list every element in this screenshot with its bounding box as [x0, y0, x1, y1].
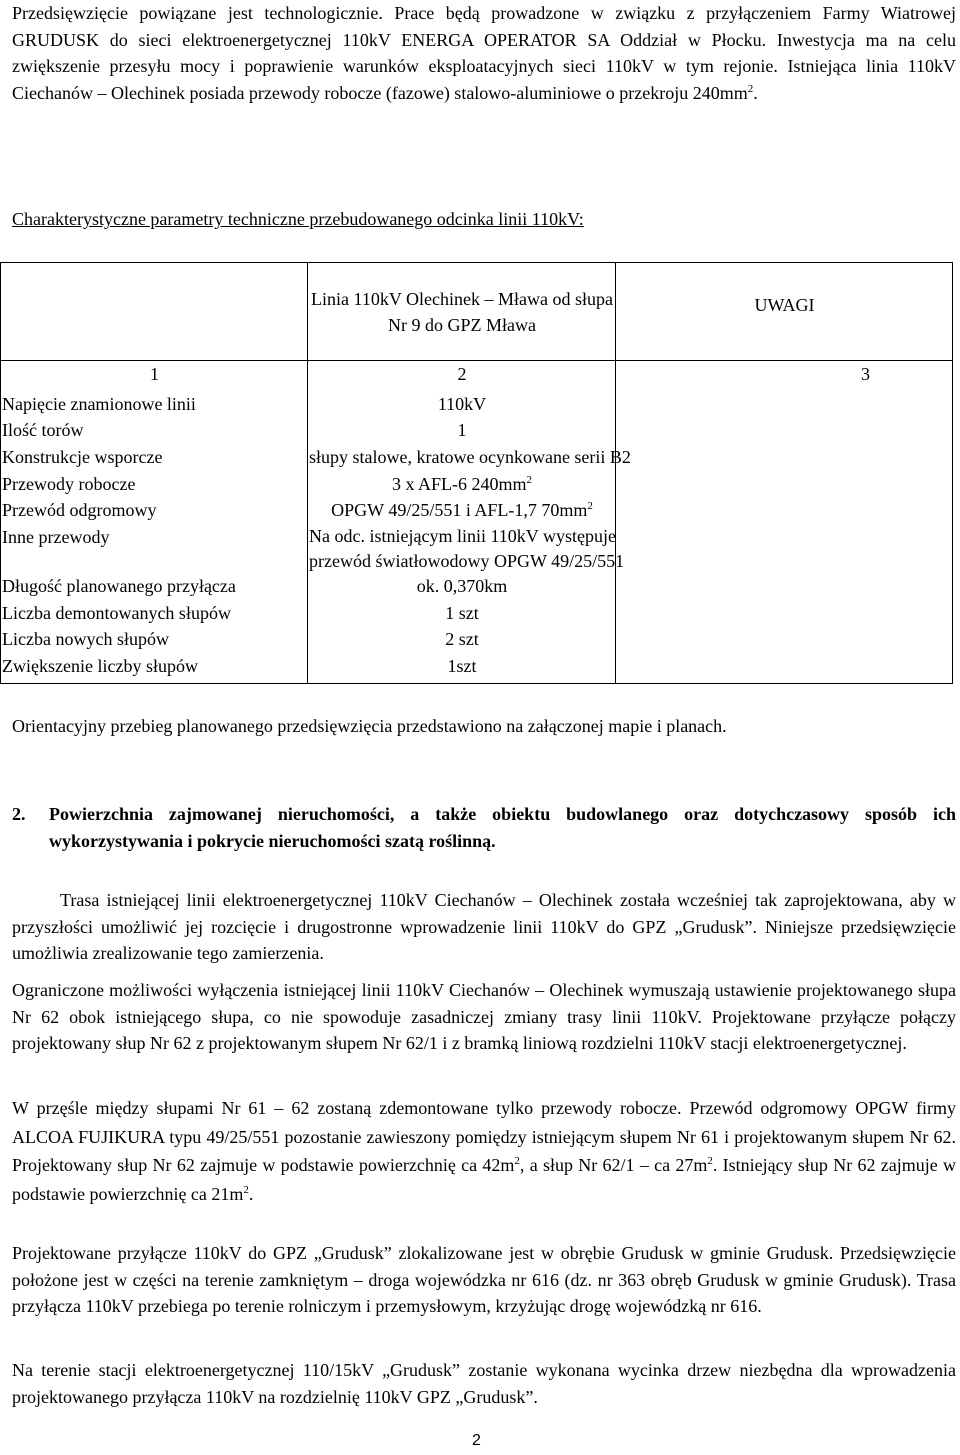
- row-value: 1: [308, 417, 616, 444]
- row-remark: [616, 653, 953, 683]
- row-label: Przewody robocze: [1, 471, 308, 498]
- row-value: [308, 524, 625, 573]
- table-row: [1, 524, 953, 573]
- row-label: Ilość torów: [1, 417, 308, 444]
- table-row: [1, 626, 953, 653]
- row-remark: [616, 600, 953, 627]
- paragraph-1: Trasa istniejącej linii elektroenergetycznej 110kV Ciechanów – Olechinek została wcześniej tak zaprojektowana, aby w przyszłości umożliwić jej rozcięcie i drugostronne wprowadzenie linii 110kV do GPZ „Grudusk”. Niniejsze przedsięwzięcie umożliwia zrealizowanie tego zamierzenia.: [12, 890, 956, 964]
- paragraph-5: Na terenie stacji elektroenergetycznej 110/15kV „Grudusk” zostanie wykonana wycinka drzew niezbędna dla wprowadzenia projektowanego przyłącza 110kV na rozdzielnię 110kV GPZ „Grudusk”.: [12, 1360, 956, 1407]
- table-row: [1, 417, 953, 444]
- column-number-3: 3: [861, 364, 870, 384]
- row-value-line-2: przewód światłowodowy OPGW 49/25/551: [309, 550, 625, 571]
- row-remark: [616, 471, 953, 498]
- header-line-title-1: Linia 110kV Olechinek – Mława od słupa: [311, 288, 613, 309]
- paragraph-3: W przęśle między słupami Nr 61 – 62 zostaną zdemontowane tylko przewody robocze. Przewód odgromowy OPGW firmy ALCOA FUJIKURA typu 49/25/551 pozostanie zawieszony pomiędzy istniejącym słupem Nr 61 i projektowanym słupem Nr 62. Projektowany słup Nr 62 zajmuje w podstawie powierzchnię ca $42m^2$, a słup Nr 62/1 – ca $27m^2$. Istniejący słup Nr 62 zajmuje w podstawie powierzchnię ca $21m^2$.: [12, 1098, 957, 1204]
- header-empty-cell: [1, 263, 308, 361]
- row-label: Długość planowanego przyłącza: [1, 573, 308, 600]
- paragraph-2: Ograniczone możliwości wyłączenia istniejącej linii 110kV Ciechanów – Olechinek wymuszają ustawienie projektowanego słupa Nr 62 obok istniejącego słupa, co nie spowoduje zasadniczej zmiany trasy linii 110kV. Projektowane przyłącze połączy projektowany słup Nr 62 z projektowanym słupem Nr 62/1 i z bramką liniową rozdzielni 110kV stacji elektroenergetycznej.: [12, 980, 956, 1054]
- paragraph-4: Projektowane przyłącze 110kV do GPZ „Grudusk” zlokalizowane jest w obrębie Grudusk w gminie Grudusk. Przedsięwzięcie położone jest w części na terenie zamkniętym – droga wojewódzka nr 616 (dz. nr 363 obręb Grudusk w gminie Grudusk). Trasa przyłącza 110kV przebiega po terenie rolniczym i przemysłowym, krzyżując drogę wojewódzką nr 616.: [12, 1243, 956, 1317]
- table-row: [1, 653, 953, 683]
- row-remark: [616, 444, 953, 471]
- row-remark: [616, 524, 953, 573]
- table-heading: Charakterystyczne parametry techniczne przebudowanego odcinka linii 110kV:: [12, 209, 584, 229]
- table-row: [1, 573, 953, 600]
- row-remark: [616, 573, 953, 600]
- orientation-note: Orientacyjny przebieg planowanego przedsięwzięcia przedstawiono na załączonej mapie i planach.: [12, 716, 727, 736]
- column-number-2: 2: [308, 361, 616, 391]
- section-title: Powierzchnia zajmowanej nieruchomości, a także obiektu budowlanego oraz dotychczasowy sposób ich wykorzystywania i pokrycie nieruchomości szatą roślinną.: [49, 804, 956, 851]
- table-row: [1, 444, 953, 471]
- row-value: 3 x AFL-6 $240mm^2$: [308, 471, 616, 498]
- table-row: [1, 391, 953, 418]
- row-remark: [616, 497, 953, 524]
- section-number: 2.: [12, 804, 26, 824]
- row-label: Napięcie znamionowe linii: [1, 391, 308, 418]
- row-label: Liczba nowych słupów: [1, 626, 308, 653]
- row-value: słupy stalowe, kratowe ocynkowane serii B2: [308, 444, 616, 471]
- row-label: Przewód odgromowy: [1, 497, 308, 524]
- row-label: Liczba demontowanych słupów: [1, 600, 308, 627]
- section-2-heading: [12, 801, 956, 854]
- row-value: ok. 0,370km: [308, 573, 616, 600]
- intro-paragraph: Przedsięwzięcie powiązane jest technologicznie. Prace będą prowadzone w związku z przyłączeniem Farmy Wiatrowej GRUDUSK do sieci elektroenergetycznej 110kV ENERGA OPERATOR SA Oddział w Płocku. Inwestycja ma na celu zwiększenie przesyłu mocy i poprawienie warunków eksploatacyjnych sieci 110kV w tym rejonie. Istniejąca linia 110kV Ciechanów – Olechinek posiada przewody robocze (fazowe) stalowo-aluminiowe o przekroju $240mm^2$.: [12, 3, 956, 104]
- table-row: [1, 471, 953, 498]
- row-remark: [616, 626, 953, 653]
- table-row: [1, 497, 953, 524]
- header-line-title-2: Nr 9 do GPZ Mława: [388, 314, 536, 335]
- column-number-row: [1, 361, 953, 391]
- row-remark: [616, 391, 953, 418]
- table-row: [1, 600, 953, 627]
- row-value-line-1: Na odc. istniejącym linii 110kV występuje: [309, 526, 616, 547]
- header-remarks-cell: UWAGI: [616, 263, 953, 361]
- row-value: 110kV: [308, 391, 616, 418]
- row-value: 1 szt: [308, 600, 616, 627]
- row-remark: [616, 417, 953, 444]
- row-label: Inne przewody: [1, 524, 308, 573]
- table-header-row: [1, 263, 953, 361]
- row-value: OPGW 49/25/551 i AFL-1,7 $70mm^2$: [308, 497, 616, 524]
- parameters-table: [0, 262, 953, 684]
- row-value: 2 szt: [308, 626, 616, 653]
- page-number: 2: [472, 1432, 481, 1449]
- header-line-cell: [308, 263, 616, 361]
- column-number-1: 1: [1, 361, 308, 391]
- row-value: 1szt: [308, 653, 616, 683]
- parameters-table-wrapper: [0, 262, 944, 684]
- row-label: Konstrukcje wsporcze: [1, 444, 308, 471]
- row-label: Zwiększenie liczby słupów: [1, 653, 308, 683]
